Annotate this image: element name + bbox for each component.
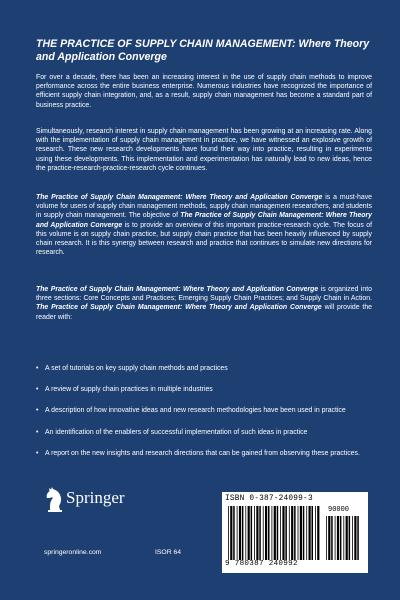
paragraph-text: is organized into three sections: Core Concepts and Practices; Emerging Supply Chain Practices; and Supply Chain in Action. xyxy=(36,286,373,303)
addon-barcode xyxy=(326,516,362,560)
price-addon-number: 90000 xyxy=(328,506,350,514)
series-code: ISOR 64 xyxy=(155,549,182,556)
book-title-emphasis: The Practice of Supply Chain Management: Where Theory and Application Converge xyxy=(36,304,322,312)
feature-list xyxy=(36,364,372,458)
list-item: • An identification of the enablers of successful implementation of such ideas in practice xyxy=(36,428,372,437)
knight-icon xyxy=(44,486,66,512)
isbn-label: ISBN 0-387-24099-3 xyxy=(225,495,313,503)
ean-number: 9 780387 240992 xyxy=(225,560,298,568)
list-item: • A review of supply chain practices in multiple industries xyxy=(36,385,372,394)
paragraph-text: is to provide an overview of this important practice-research cycle. The focus of this volume is on supply chain practice, but supply chain practice that has been heavily influenced by supply chain research. It is this synergy between research and practice that continues to simulate new directions for research. xyxy=(36,221,372,257)
list-item: • A report on the new insights and research directions that can be gained from observing these practices. xyxy=(36,449,372,458)
paragraph-organization xyxy=(36,285,372,322)
book-title-emphasis: The Practice of Supply Chain Management: Where Theory and Application Converge xyxy=(36,212,373,229)
list-item: • A set of tutorials on key supply chain methods and practices xyxy=(36,364,372,373)
barcode-panel xyxy=(222,492,368,573)
book-title-emphasis: The Practice of Supply Chain Management: Where Theory and Application Converge xyxy=(36,286,319,293)
paragraph-research: Simultaneously, research interest in supply chain management has been growing at an increasing rate. Along with the implementation of supply chain management in practice, we have witnessed an explosive growth of research. These new research developments have found their way into practice, resulting in experiments using these developments. This implementation and experimentation has naturally lead to new ideas, hence the practice-research-practice-research cycle continues. xyxy=(36,128,372,172)
ean-barcode xyxy=(228,506,322,560)
publisher-website: springeronline.com xyxy=(44,549,102,556)
list-item: • A description of how innovative ideas and new research methodologies have been used in practice xyxy=(36,406,372,415)
book-title-emphasis: The Practice of Supply Chain Management: Where Theory and Application Converge xyxy=(36,194,323,201)
paragraph-objective xyxy=(36,193,372,257)
back-cover-title: THE PRACTICE OF SUPPLY CHAIN MANAGEMENT: Where Theory and Application Converge xyxy=(36,38,370,63)
paragraph-text: is a must-have volume for users of supply chain management methods, supply chain management researchers, and students in supply chain management. The objective of xyxy=(36,194,372,220)
publisher-name: Springer xyxy=(66,488,125,507)
springer-logo xyxy=(44,486,154,516)
paragraph-text: will provide the reader with: xyxy=(36,304,372,321)
paragraph-intro: For over a decade, there has been an increasing interest in the use of supply chain methods to improve performance across the entire business enterprise. Numerous industries have recognized the importance of efficient supply chain integration, and, as a result, supply chain management has become a standard part of business practice. xyxy=(36,74,372,109)
